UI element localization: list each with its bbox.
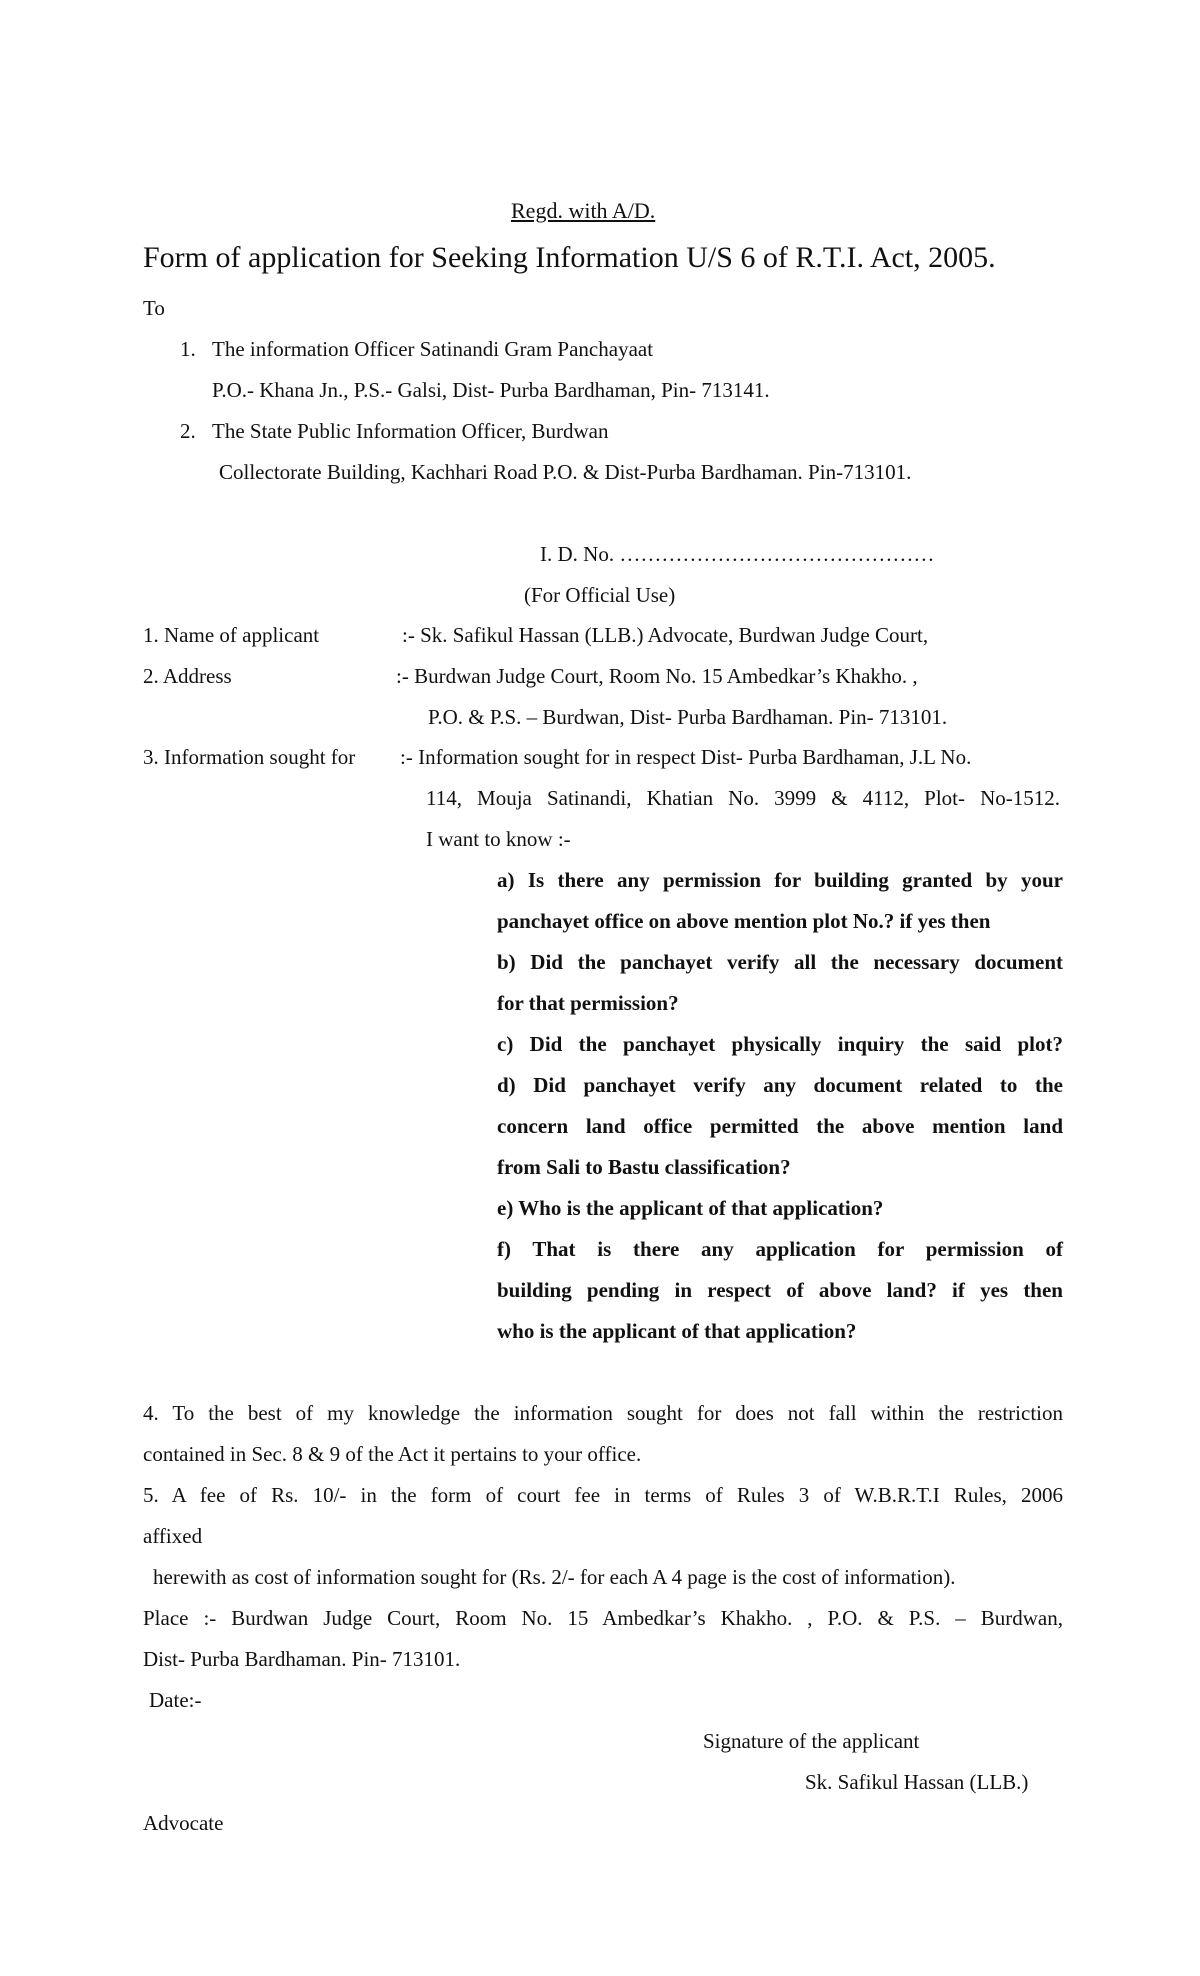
recipient-2-line1: The State Public Information Officer, Burdwan <box>212 419 609 443</box>
information-sought-line2: 114, Mouja Satinandi, Khatian No. 3999 & 4112, Plot- No-1512. <box>426 786 1060 810</box>
recipient-1-line2: P.O.- Khana Jn., P.S.- Galsi, Dist- Purba Bardhaman, Pin- 713141. <box>212 378 770 402</box>
declaration-para4-line2: contained in Sec. 8 & 9 of the Act it pertains to your office. <box>143 1442 642 1466</box>
to-label: To <box>143 296 165 320</box>
question-line: panchayet office on above mention plot No.? if yes then <box>497 909 991 933</box>
official-use-note: (For Official Use) <box>524 583 676 607</box>
information-sought-line1: :- Information sought for in respect Dist- Purba Bardhaman, J.L No. <box>400 745 972 769</box>
question-line: e) Who is the applicant of that application? <box>497 1196 884 1220</box>
recipient-2-line2: Collectorate Building, Kachhari Road P.O. & Dist-Purba Bardhaman. Pin-713101. <box>219 460 912 484</box>
recipient-2-number: 2. <box>180 419 196 443</box>
registered-ad-note: Regd. with A/D. <box>511 198 656 223</box>
signature-name: Sk. Safikul Hassan (LLB.) <box>805 1770 1029 1794</box>
recipient-1-line1: The information Officer Satinandi Gram Panchayaat <box>212 337 654 361</box>
signature-label: Signature of the applicant <box>703 1729 920 1753</box>
question-line: f) That is there any application for permission of <box>497 1237 1063 1261</box>
information-sought-label: 3. Information sought for <box>143 745 356 769</box>
form-title: Form of application for Seeking Information U/S 6 of R.T.I. Act, 2005. <box>143 241 996 274</box>
address-label: 2. Address <box>143 664 232 688</box>
date-label: Date:- <box>149 1688 202 1712</box>
question-line: who is the applicant of that application? <box>497 1319 857 1343</box>
question-line: d) Did panchayet verify any document related to the <box>497 1073 1063 1097</box>
address-value-line1: :- Burdwan Judge Court, Room No. 15 Ambedkar’s Khakho. , <box>396 664 918 688</box>
applicant-name-label: 1. Name of applicant <box>143 623 320 647</box>
place-line1: Place :- Burdwan Judge Court, Room No. 15 Ambedkar’s Khakho. , P.O. & P.S. – Burdwan, <box>143 1606 1063 1630</box>
recipient-1-number: 1. <box>180 337 196 361</box>
applicant-name-value: :- Sk. Safikul Hassan (LLB.) Advocate, Burdwan Judge Court, <box>402 623 929 647</box>
fee-para5-line1: 5. A fee of Rs. 10/- in the form of court fee in terms of Rules 3 of W.B.R.T.I Rules, 2006 <box>143 1483 1063 1507</box>
id-number-field: I. D. No. ……………………………………… <box>540 542 935 566</box>
question-line: from Sali to Bastu classification? <box>497 1155 791 1179</box>
information-sought-line3: I want to know :- <box>426 827 571 851</box>
question-line: c) Did the panchayet physically inquiry the said plot? <box>497 1032 1063 1056</box>
question-line: a) Is there any permission for building granted by your <box>497 868 1063 892</box>
declaration-para4-line1: 4. To the best of my knowledge the information sought for does not fall within the restriction <box>143 1401 1063 1425</box>
signature-designation: Advocate <box>143 1811 224 1835</box>
fee-para5-line3: herewith as cost of information sought for (Rs. 2/- for each A 4 page is the cost of information). <box>153 1565 956 1589</box>
address-value-line2: P.O. & P.S. – Burdwan, Dist- Purba Bardhaman. Pin- 713101. <box>428 705 948 729</box>
question-line: b) Did the panchayet verify all the necessary document <box>497 950 1063 974</box>
question-line: for that permission? <box>497 991 679 1015</box>
question-line: building pending in respect of above land? if yes then <box>497 1278 1063 1302</box>
fee-para5-line2: affixed <box>143 1524 203 1548</box>
place-line2: Dist- Purba Bardhaman. Pin- 713101. <box>143 1647 461 1671</box>
question-line: concern land office permitted the above mention land <box>497 1114 1063 1138</box>
